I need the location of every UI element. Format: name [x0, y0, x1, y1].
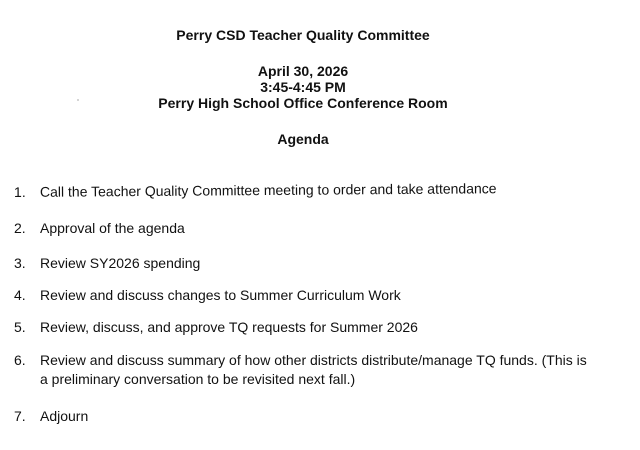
meeting-time: 3:45-4:45 PM: [260, 79, 346, 95]
agenda-item-number: 5.: [14, 319, 26, 335]
meeting-location: Perry High School Office Conference Room: [158, 95, 448, 111]
agenda-item-number: 7.: [14, 408, 26, 424]
agenda-item-number: 1.: [13, 183, 26, 200]
agenda-item-text: Review, discuss, and approve TQ requests for Summer 2026: [40, 319, 418, 335]
meeting-date: April 30, 2026: [257, 63, 349, 79]
agenda-item-text: Approval of the agenda: [40, 220, 185, 236]
agenda-item-text: Call the Teacher Quality Committee meeting to order and take attendance: [39, 180, 497, 200]
agenda-item-number: 2.: [14, 220, 26, 236]
agenda-item-text: [40, 351, 634, 389]
agenda-item-text-line-2: a preliminary conversation to be revisited next fall.): [40, 371, 356, 387]
agenda-item-text-line-1: Review and discuss summary of how other districts distribute/manage TQ funds. (This is: [40, 352, 587, 368]
agenda-item-5: [14, 318, 634, 337]
scan-speck: [77, 99, 79, 101]
committee-name: Perry CSD Teacher Quality Committee: [176, 27, 430, 43]
agenda-item-7: [14, 407, 634, 426]
agenda-item-4: [14, 286, 634, 305]
agenda-item-2: [14, 219, 634, 238]
agenda-item-6: [14, 351, 634, 389]
agenda-item-number: 4.: [14, 287, 26, 303]
agenda-item-1: [14, 178, 634, 202]
agenda-item-number: 3.: [14, 255, 26, 271]
agenda-item-text: Review SY2026 spending: [40, 255, 201, 271]
agenda-item-text: Review and discuss changes to Summer Curriculum Work: [40, 287, 401, 303]
agenda-item-number: 6.: [14, 352, 26, 368]
agenda-item-text: Adjourn: [40, 408, 89, 424]
agenda-heading: Agenda: [277, 131, 329, 147]
agenda-item-3: [14, 254, 634, 273]
